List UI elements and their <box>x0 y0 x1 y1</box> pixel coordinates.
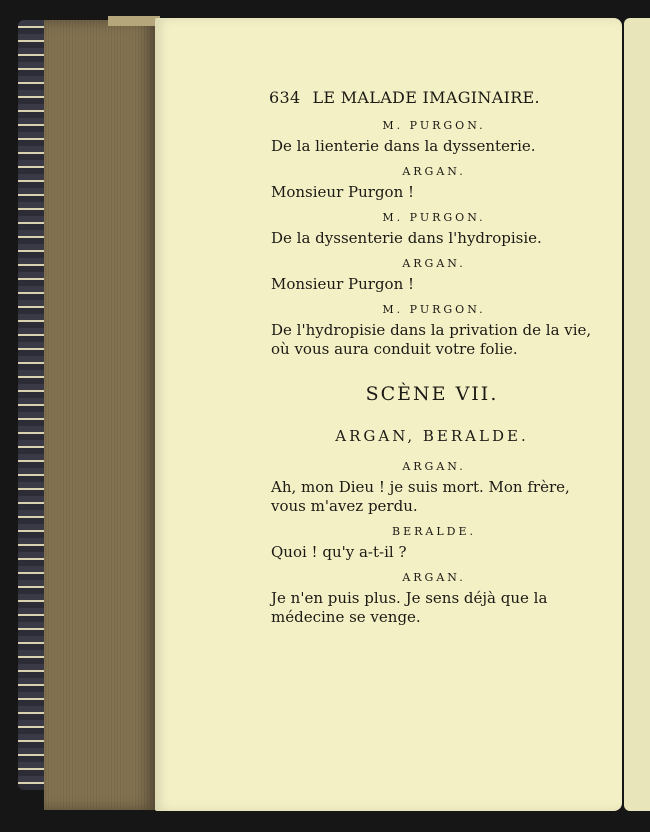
dialogue-line: De l'hydropisie dans la privation de la vie, où vous aura conduit votre folie. <box>271 321 592 358</box>
dialogue-line: Ah, mon Dieu ! je suis mort. Mon frère, vous m'avez perdu. <box>271 478 570 515</box>
speaker-label: ARGAN. <box>402 257 466 270</box>
speaker-label: M. PURGON. <box>382 119 486 132</box>
dialogue-line: Monsieur Purgon ! <box>271 183 415 201</box>
dialogue-line: Je n'en puis plus. Je sens déjà que la médecine se venge. <box>271 589 548 626</box>
page-body <box>271 118 593 635</box>
speaker-label: M. PURGON. <box>382 303 486 316</box>
dialogue-line: Quoi ! qu'y a-t-il ? <box>271 543 407 561</box>
dialogue-line: De la dyssenterie dans l'hydropisie. <box>271 229 542 247</box>
page-stack <box>108 16 160 26</box>
scene-heading: SCÈNE VII. <box>365 383 499 405</box>
speaker-label: ARGAN. <box>402 571 466 584</box>
running-title: LE MALADE IMAGINAIRE. <box>312 88 540 107</box>
dialogue-line: Monsieur Purgon ! <box>271 275 415 293</box>
dialogue-line: De la lienterie dans la dyssenterie. <box>271 137 536 155</box>
page-number: 634 <box>269 88 301 107</box>
running-header <box>269 88 540 107</box>
speaker-label: ARGAN. <box>402 165 466 178</box>
speaker-label: BERALDE. <box>392 525 476 538</box>
facing-page-edge <box>624 18 650 811</box>
speaker-label: M. PURGON. <box>382 211 486 224</box>
page-fore-edge <box>44 20 156 810</box>
book-page <box>155 18 622 811</box>
scene-characters: ARGAN, BERALDE. <box>335 427 529 445</box>
speaker-label: ARGAN. <box>402 460 466 473</box>
